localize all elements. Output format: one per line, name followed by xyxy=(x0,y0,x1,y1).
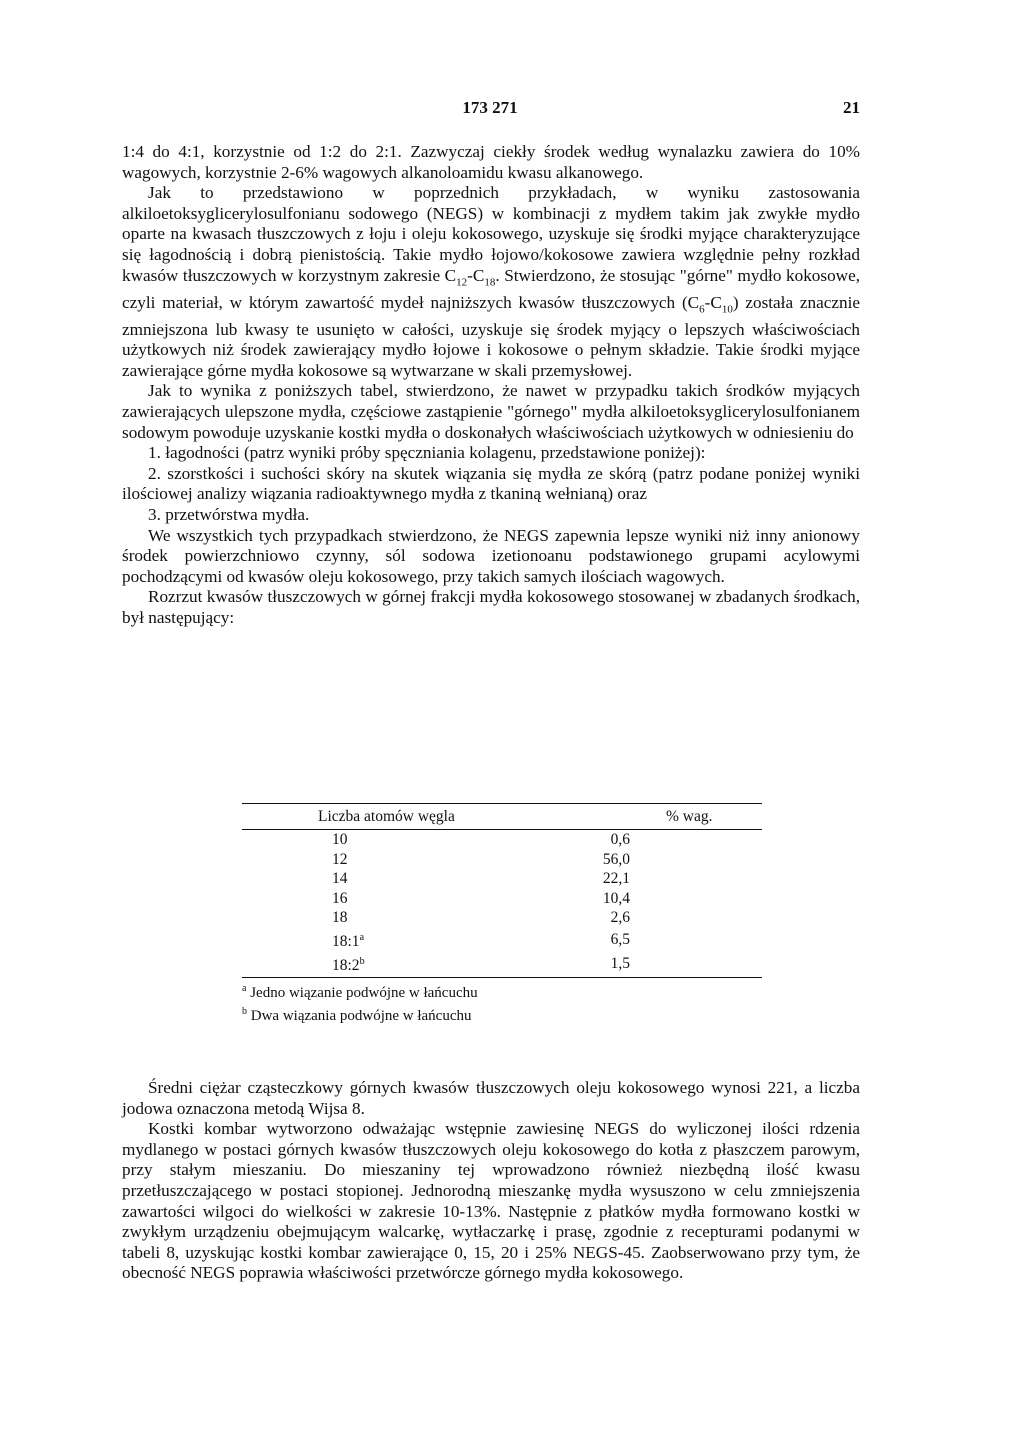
cell-carbon: 14 xyxy=(332,870,348,888)
paragraph-7: Kostki kombar wytworzono odważając wstępnie zawiesinę NEGS do wyliczonej ilości rdzenia mydlanego w postaci górnych kwasów tłuszczowych oleju kokosowego do kotła z płaszczem parowym, przy stałym mieszaniu. Do mieszaniny tej wprowadzono również niezbędną ilość kwasu przetłuszczającego w postaci stopionej. Jednorodną mieszankę mydła wysuszono w celu zmniejszenia zawartości wilgoci do wielkości w zakresie 10-13%. Następnie z płatków mydła formowano kostki w zwykłym urządzeniu obejmującym walcarkę, wytłaczarkę i prasę, zgodnie z recepturami podanymi w tabeli 8, uzyskując kostki kombar zawierające 0, 15, 20 i 25% NEGS-45. Zaobserwowano przy tym, że obecność NEGS poprawia właściwości przetwórcze górnego mydła kokosowego. xyxy=(122,1119,860,1283)
cell-wt: 0,6 xyxy=(610,831,630,848)
paragraph-3: Jak to wynika z poniższych tabel, stwierdzono, że nawet w przypadku takich środków myjących zawierających ulepszone mydła, częściowe zastąpienie "górnego" mydła alkiloetoksyglicerylosulfonianem sodowym powoduje uzyskanie kostki mydła o doskonałych właściwościach użytkowych w odniesieniu do xyxy=(122,381,860,442)
table-row xyxy=(242,952,762,978)
cell-carbon: 12 xyxy=(332,850,348,868)
cell-wt: 22,1 xyxy=(602,870,630,888)
cell-carbon: 18 xyxy=(332,909,348,927)
body-text-top xyxy=(122,142,860,629)
footnote: $^b$ Dwa wiązania podwójne w łańcuchu xyxy=(242,1005,472,1024)
cell-carbon: 10 xyxy=(332,831,348,848)
cell-carbon: 16 xyxy=(332,889,348,907)
page-number: 21 xyxy=(843,98,860,117)
paragraph-2: Jak to przedstawiono w poprzednich przykładach, w wyniku zastosowania alkiloetoksyglicerylosulfonianu sodowego (NEGS) w kombinacji z mydłem takim jak zwykłe mydło oparte na kwasach tłuszczowych z łoju i oleju kokosowego, uzyskuje się środki myjące charakteryzujące się łagodnością i dobrą pienistością. Takie mydło łojowo/kokosowe zawiera względnie pełny rozkład kwasów tłuszczowych w korzystnym zakresie $C_{12}-C_{18}$. Stwierdzono, że stosując "górne" mydło kokosowe, czyli materiał, w którym zawartość mydeł najniższych kwasów tłuszczowych $(C_6-C_{10})$ została znacznie zmniejszona lub kwasy te usunięto w całości, uzyskuje się środek myjący o lepszych właściwościach użytkowych niż środek zawierający mydło łojowe i kokosowe o pełnym składzie. Takie środki myjące zawierające górne mydła kokosowe są wytwarzane w skali przemysłowej. xyxy=(122,183,861,380)
cell-carbon: 18:1$^a$ xyxy=(332,931,365,951)
table-header-row xyxy=(242,804,762,830)
cell-wt: 2,6 xyxy=(610,909,630,927)
paragraph-1: 1:4 do 4:1, korzystnie od 1:2 do 2:1. Zazwyczaj ciekły środek według wynalazku zawiera do 10% wagowych, korzystnie 2-6% wagowych alkanoloamidu kwasu alkanowego. xyxy=(122,142,860,182)
cell-wt: 6,5 xyxy=(610,931,630,949)
table-row xyxy=(242,928,762,952)
body-text-bottom xyxy=(122,1078,860,1284)
table-row xyxy=(242,869,762,889)
col-header-wt: % wag. xyxy=(568,804,762,830)
fatty-acid-table-block xyxy=(242,803,762,1025)
fatty-acid-table xyxy=(242,803,762,978)
table-row xyxy=(242,889,762,909)
cell-wt: 1,5 xyxy=(568,952,762,978)
table-row xyxy=(242,830,762,850)
list-item-1: 1. łagodności (patrz wyniki próby spęczniania kolagenu, przedstawione poniżej): xyxy=(148,443,706,463)
cell-wt: 10,4 xyxy=(602,889,630,907)
col-header-carbon: Liczba atomów węgla xyxy=(242,804,568,830)
table-body xyxy=(242,830,762,978)
footnote: $^a$ Jedno wiązanie podwójne w łańcuchu xyxy=(242,983,478,1002)
table-row xyxy=(242,850,762,870)
list-item-2: 2. szorstkości i suchości skóry na skutek wiązania się mydła ze skórą (patrz podane poniżej wyniki ilościowej analizy wiązania radioaktywnego mydła z tkaniną wełnianą) oraz xyxy=(122,463,860,504)
list-item-3: 3. przetwórstwa mydła. xyxy=(148,504,310,524)
cell-carbon: 18:2$^b$ xyxy=(242,952,568,978)
document-number: 173 271 xyxy=(462,98,518,117)
paragraph-6: Średni ciężar cząsteczkowy górnych kwasów tłuszczowych oleju kokosowego wynosi 221, a liczba jodowa oznaczona metodą Wijsa 8. xyxy=(122,1078,860,1118)
paragraph-5: Rozrzut kwasów tłuszczowych w górnej frakcji mydła kokosowego stosowanej w zbadanych środkach, był następujący: xyxy=(122,587,860,627)
page-header xyxy=(120,98,860,124)
cell-wt: 56,0 xyxy=(602,850,630,868)
paragraph-4: We wszystkich tych przypadkach stwierdzono, że NEGS zapewnia lepsze wyniki niż inny anionowy środek powierzchniowo czynny, sól sodowa izetionoanu podstawionego grupami acylowymi pochodzącymi od kwasów oleju kokosowego, przy takich samych ilościach wagowych. xyxy=(122,525,860,586)
table-row xyxy=(242,908,762,928)
table-footnotes xyxy=(242,980,762,1025)
